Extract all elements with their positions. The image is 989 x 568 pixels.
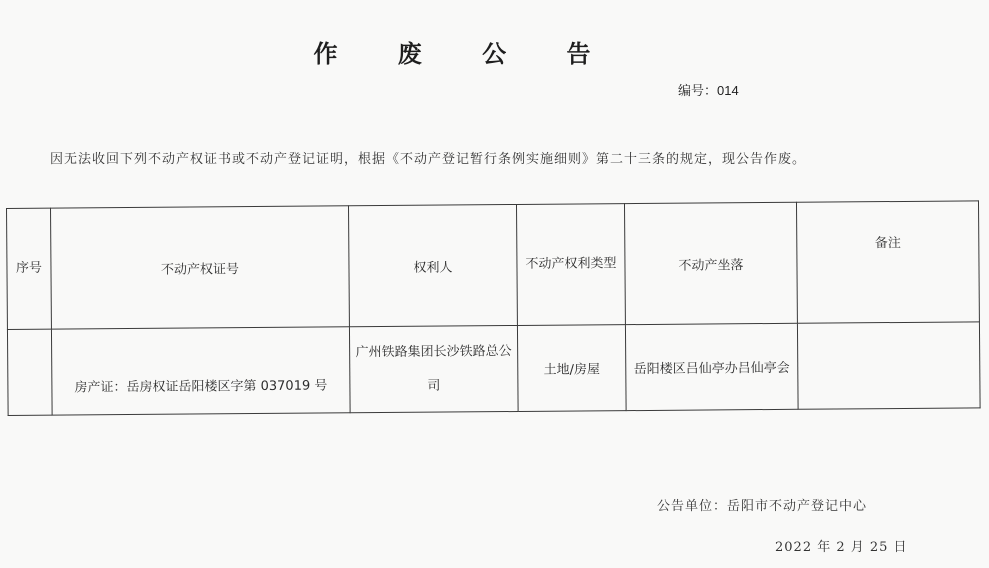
issuing-unit: 公告单位：岳阳市不动产登记中心 bbox=[657, 499, 868, 514]
header-index: 序号 bbox=[7, 208, 52, 329]
document-number-label: 编号： bbox=[678, 84, 718, 99]
notice-title: 作 废 公 告 bbox=[313, 39, 617, 68]
table-header-row bbox=[7, 201, 980, 330]
table-row bbox=[7, 322, 980, 416]
cell-cert-no: 房产证：岳房权证岳阳楼区字第 037019 号 bbox=[51, 327, 350, 415]
cell-remark bbox=[797, 322, 980, 409]
header-cert-no: 不动产权证号 bbox=[51, 206, 350, 329]
header-remark: 备注 bbox=[796, 201, 979, 323]
cell-location: 岳阳楼区吕仙亭办吕仙亭会 bbox=[625, 323, 798, 410]
issue-date: 2022 年 2 月 25 日 bbox=[775, 540, 908, 555]
cell-holder: 广州铁路集团长沙铁路总公司 bbox=[349, 325, 518, 412]
document-number-value: 014 bbox=[717, 83, 739, 98]
cell-right-type: 土地/房屋 bbox=[517, 325, 626, 412]
header-holder: 权利人 bbox=[348, 204, 517, 326]
header-right-type: 不动产权利类型 bbox=[516, 204, 625, 326]
document-number bbox=[678, 80, 739, 99]
void-certificate-table bbox=[6, 200, 981, 416]
header-location: 不动产坐落 bbox=[624, 202, 797, 324]
intro-paragraph: 因无法收回下列不动产权证书或不动产登记证明，根据《不动产登记暂行条例实施细则》第二十三条的规定，现公告作废。 bbox=[50, 152, 807, 167]
cell-index bbox=[7, 329, 52, 415]
